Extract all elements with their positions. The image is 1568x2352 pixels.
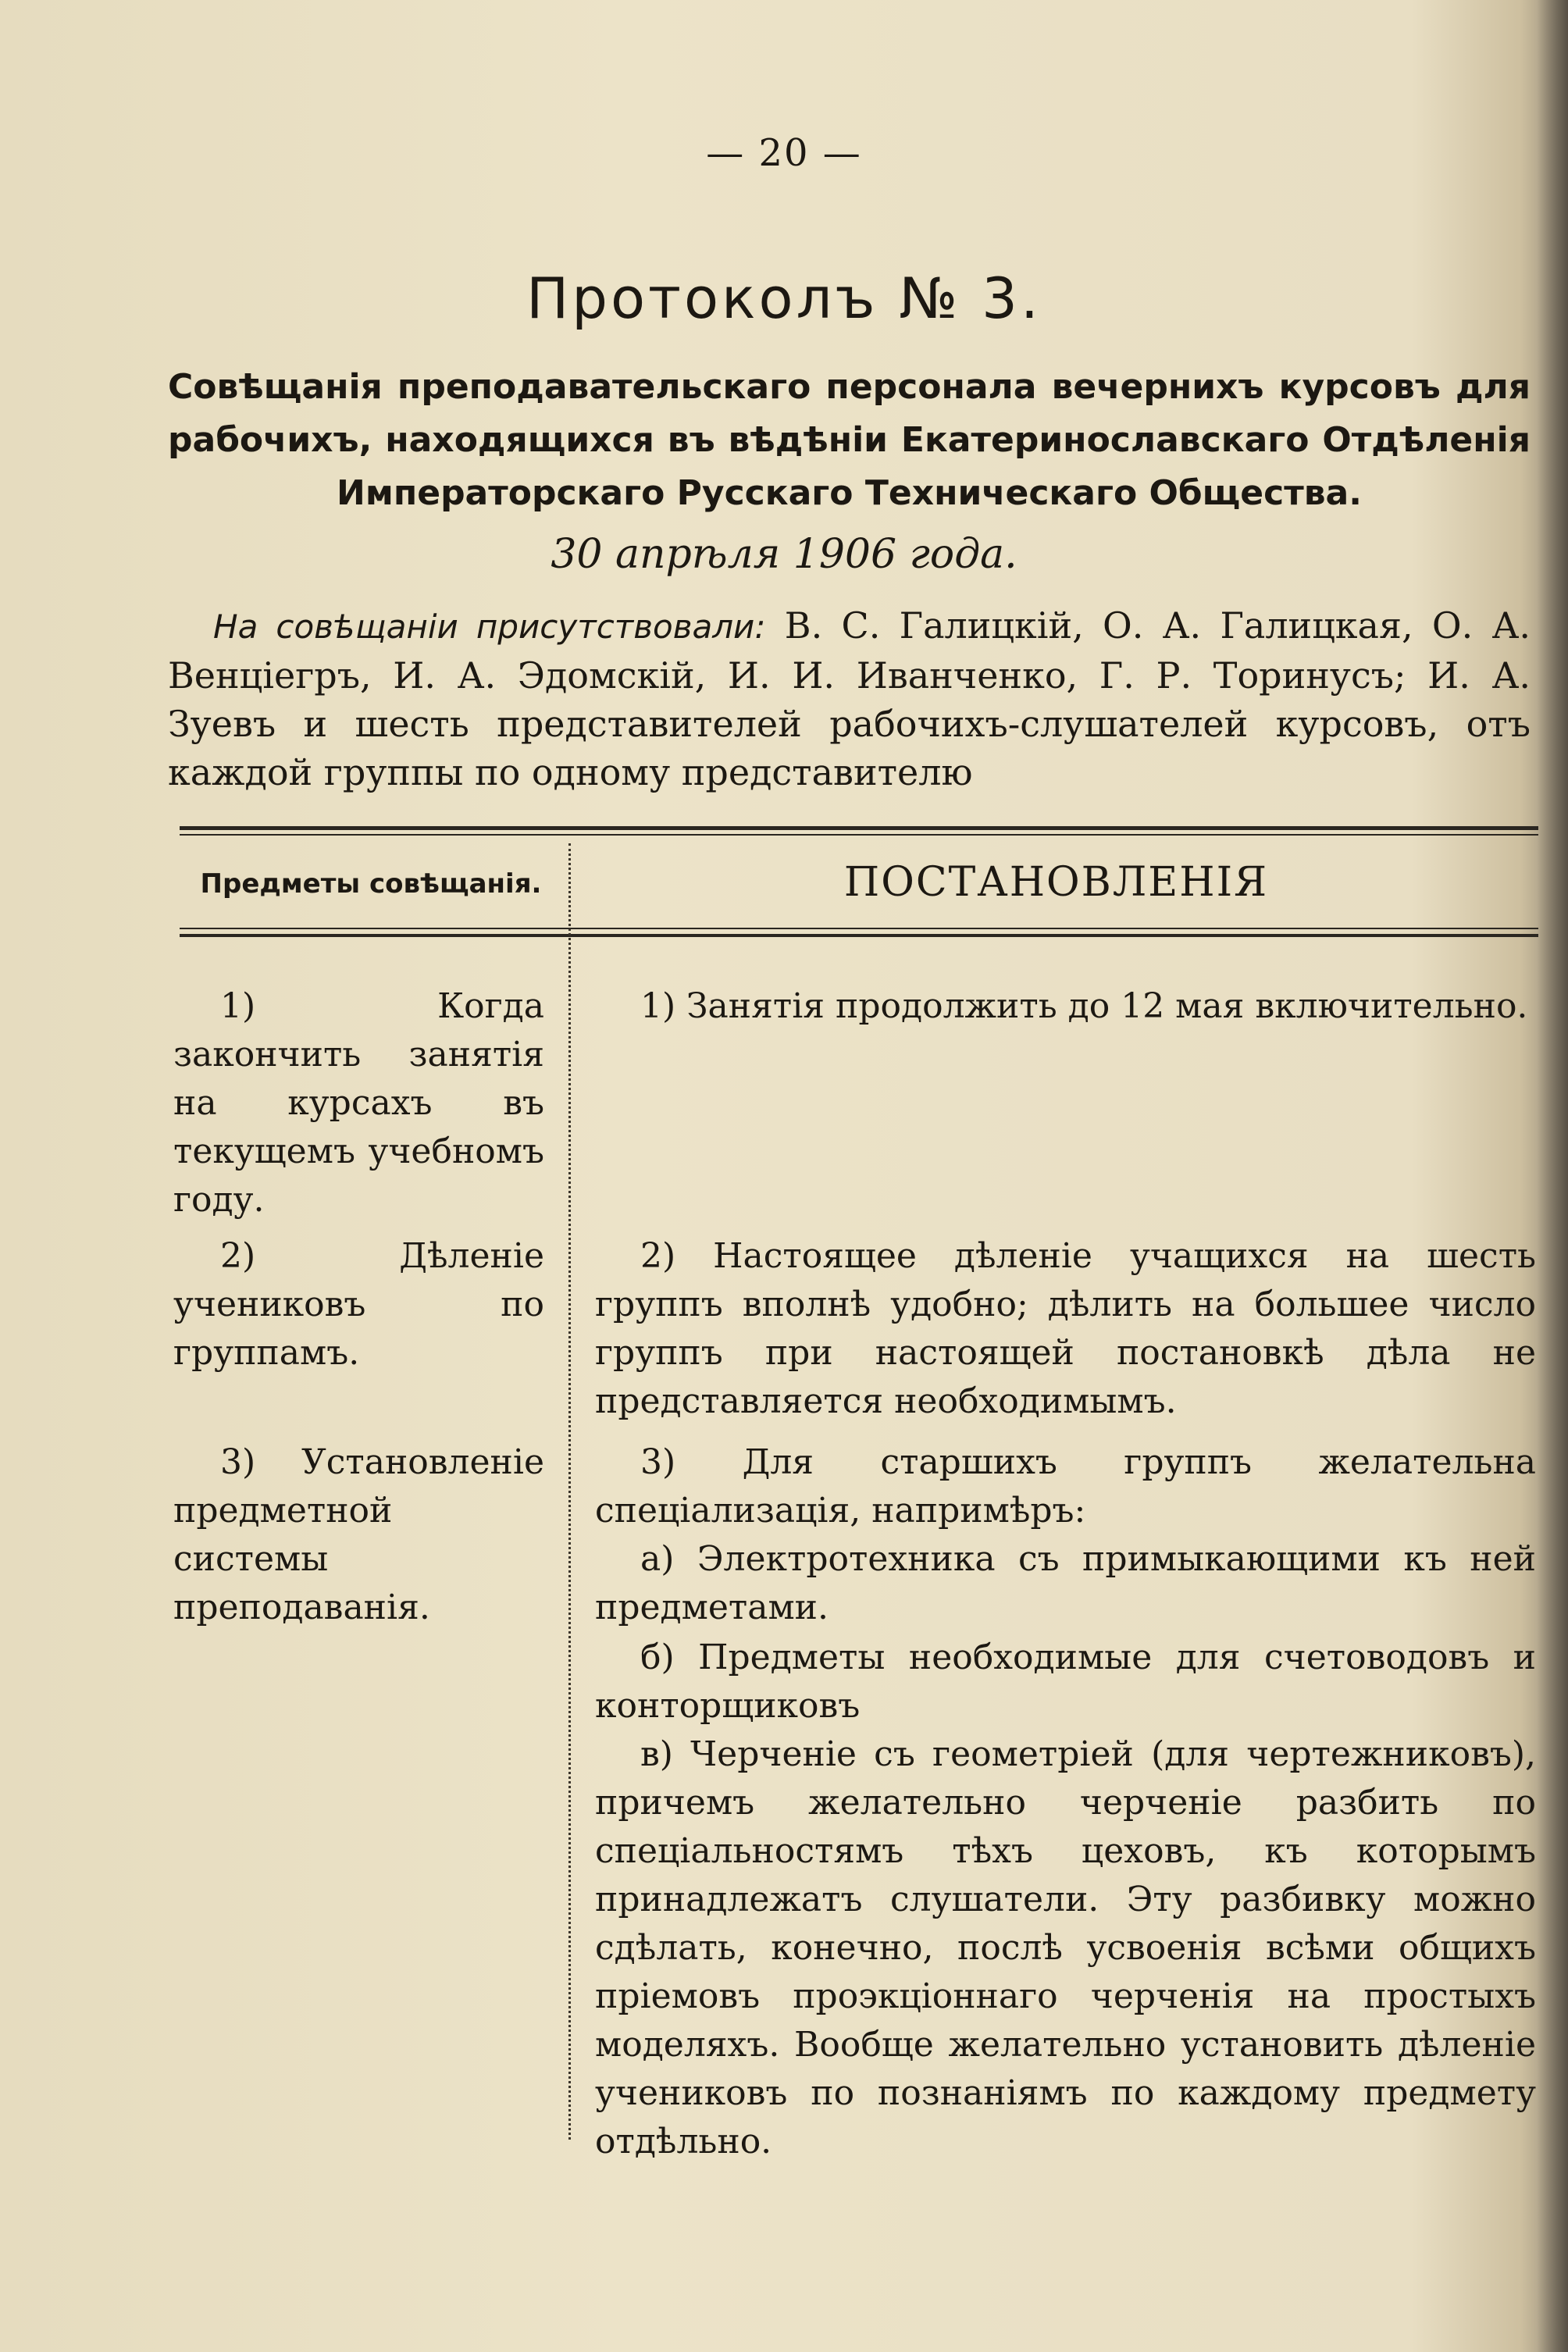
protocol-title: Протоколъ № 3. <box>526 265 1042 331</box>
table-top-rule-thin <box>180 834 1538 836</box>
column-divider <box>568 843 571 2140</box>
table-top-rule <box>180 826 1538 830</box>
column-header-subjects: Предметы совѣщанія. <box>200 868 542 900</box>
header-bottom-rule <box>180 928 1538 929</box>
protocol-date: 30 апрѣля 1906 года. <box>551 531 1017 578</box>
resolution-item-3a: а) Электротехника съ примыкающими къ ней предметами. <box>595 1539 1536 1627</box>
protocol-subtitle: Совѣщанія преподавательскаго персонала вечернихъ курсовъ для рабочихъ, находящихся въ вѣдѣніи Екатеринославскаго Отдѣленія Императорскаго Русскаго Техническаго Общества. <box>168 367 1531 513</box>
subject-item-2: 2) Дѣленіе учениковъ по группамъ. <box>173 1236 544 1373</box>
page-edge-shadow <box>1537 0 1568 2352</box>
subject-item-3: 3) Установленіе предметной системы преподаванія. <box>173 1442 544 1627</box>
attendees-lead: На совѣщаніи присутствовали: <box>213 608 766 646</box>
resolution-item-2: 2) Настоящее дѣленіе учащихся на шесть группъ вполнѣ удобно; дѣлить на большее число группъ при настоящей постановкѣ дѣла не представляется необходимымъ. <box>595 1236 1536 1421</box>
page-number: — 20 — <box>706 131 862 175</box>
attendees-list: В. С. Галицкій, О. А. Галицкая, О. А. Венціегръ, И. А. Эдомскій, И. И. Иванченко, Г. Р. Торинусъ; И. А. Зуевъ и шесть представителей рабочихъ-слушателей курсовъ, отъ каждой группы по одному представителю <box>168 604 1531 793</box>
resolution-item-1: 1) Занятія продолжить до 12 мая включительно. <box>640 986 1528 1026</box>
resolution-item-3-intro: 3) Для старшихъ группъ желательна спеціализація, напримѣръ: <box>595 1442 1536 1531</box>
resolution-item-3c: в) Черченіе съ геометріей (для чертежниковъ), причемъ желательно черченіе разбить по спеціальностямъ тѣхъ цеховъ, къ которымъ принадлежатъ слушатели. Эту разбивку можно сдѣлать, конечно, послѣ усвоенія всѣми общихъ пріемовъ проэкціоннаго черченія на простыхъ моделяхъ. Вообще желательно установить дѣленіе учениковъ по познаніямъ по каждому предмету отдѣльно. <box>595 1734 1536 2161</box>
attendees-paragraph <box>168 601 1531 796</box>
header-bottom-rule-thick <box>180 934 1538 937</box>
resolution-item-3b: б) Предметы необходимые для счетоводовъ и конторщиковъ <box>595 1637 1536 1726</box>
subject-item-1: 1) Когда закончить занятія на курсахъ въ текущемъ учебномъ году. <box>173 986 544 1220</box>
column-header-resolutions: ПОСТАНОВЛЕНІЯ <box>843 859 1269 906</box>
